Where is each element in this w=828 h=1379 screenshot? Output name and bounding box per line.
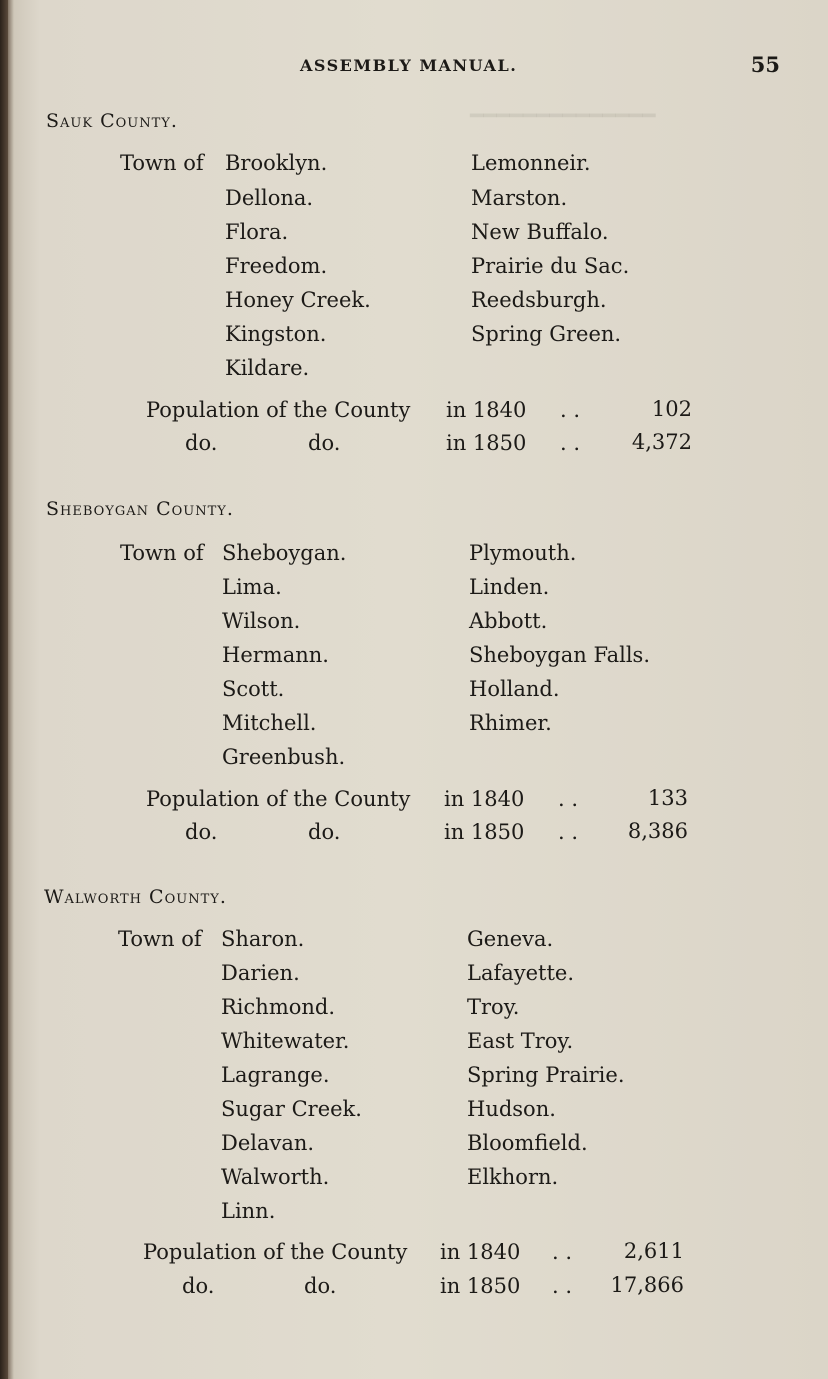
county-heading: Sheboygan County.: [46, 498, 234, 520]
population-value: 17,866: [610, 1273, 684, 1297]
town-name: Holland.: [469, 677, 560, 701]
town-name: Elkhorn.: [467, 1165, 559, 1189]
population-year: in 1840: [440, 1240, 521, 1264]
ditto-mark: do.: [185, 820, 218, 844]
town-name: Lemonneir.: [471, 151, 591, 175]
town-name: Linn.: [221, 1199, 276, 1223]
town-name: Linden.: [469, 575, 550, 599]
ditto-mark: do.: [308, 431, 341, 455]
town-name: Wilson.: [222, 609, 301, 633]
town-prefix: Town of: [120, 151, 204, 175]
town-name: Brooklyn.: [225, 151, 328, 175]
town-name: Whitewater.: [221, 1029, 350, 1053]
town-name: Hudson.: [467, 1097, 556, 1121]
book-spine-shadow: [0, 0, 8, 1379]
population-year: in 1850: [440, 1274, 521, 1298]
population-label: Population of the County: [146, 398, 411, 422]
town-name: Sheboygan.: [222, 541, 347, 565]
town-name: Mitchell.: [222, 711, 317, 735]
population-year: in 1850: [444, 820, 525, 844]
county-heading: Sauk County.: [46, 110, 178, 132]
town-name: Lafayette.: [467, 961, 575, 985]
ditto-mark: do.: [304, 1274, 337, 1298]
town-name: Rhimer.: [469, 711, 552, 735]
town-name: Sheboygan Falls.: [469, 643, 651, 667]
town-name: Kingston.: [225, 322, 327, 346]
town-name: Plymouth.: [469, 541, 577, 565]
town-name: Darien.: [221, 961, 300, 985]
county-heading: Walworth County.: [44, 886, 227, 908]
population-value: 8,386: [627, 819, 688, 843]
town-name: Hermann.: [222, 643, 329, 667]
town-prefix: Town of: [118, 927, 202, 951]
town-name: Sharon.: [221, 927, 305, 951]
town-name: Lagrange.: [221, 1063, 330, 1087]
town-name: Dellona.: [225, 186, 314, 210]
town-name: Marston.: [471, 186, 568, 210]
town-name: Richmond.: [221, 995, 336, 1019]
town-name: Delavan.: [221, 1131, 315, 1155]
town-name: Lima.: [222, 575, 282, 599]
running-header: ASSEMBLY MANUAL.: [300, 56, 518, 75]
ditto-mark: do.: [182, 1274, 215, 1298]
population-year: in 1840: [444, 787, 525, 811]
town-name: Troy.: [467, 995, 520, 1019]
leader-dots: . .: [552, 1274, 573, 1298]
town-name: Greenbush.: [222, 745, 346, 769]
population-value: 102: [651, 397, 692, 421]
town-name: Abbott.: [469, 609, 548, 633]
population-value: 4,372: [631, 430, 692, 454]
ditto-mark: do.: [185, 431, 218, 455]
population-value: 2,611: [623, 1239, 684, 1263]
population-label: Population of the County: [143, 1240, 408, 1264]
leader-dots: . .: [558, 787, 579, 811]
ditto-mark: do.: [308, 820, 341, 844]
bleed-through-text: ━━━━━━━━━━━━━━: [470, 104, 656, 129]
town-name: Flora.: [225, 220, 289, 244]
leader-dots: . .: [560, 398, 581, 422]
town-name: Reedsburgh.: [471, 288, 607, 312]
leader-dots: . .: [558, 820, 579, 844]
town-name: Spring Prairie.: [467, 1063, 625, 1087]
town-name: East Troy.: [467, 1029, 574, 1053]
population-year: in 1840: [446, 398, 527, 422]
town-name: Prairie du Sac.: [471, 254, 630, 278]
population-label: Population of the County: [146, 787, 411, 811]
town-name: Scott.: [222, 677, 285, 701]
town-name: Sugar Creek.: [221, 1097, 362, 1121]
population-year: in 1850: [446, 431, 527, 455]
town-prefix: Town of: [120, 541, 204, 565]
town-name: New Buffalo.: [471, 220, 609, 244]
town-name: Kildare.: [225, 356, 310, 380]
town-name: Geneva.: [467, 927, 554, 951]
town-name: Freedom.: [225, 254, 328, 278]
town-name: Bloomfield.: [467, 1131, 588, 1155]
town-name: Spring Green.: [471, 322, 622, 346]
page-number: 55: [750, 52, 780, 77]
leader-dots: . .: [560, 431, 581, 455]
town-name: Honey Creek.: [225, 288, 371, 312]
population-value: 133: [647, 786, 688, 810]
town-name: Walworth.: [221, 1165, 330, 1189]
leader-dots: . .: [552, 1240, 573, 1264]
